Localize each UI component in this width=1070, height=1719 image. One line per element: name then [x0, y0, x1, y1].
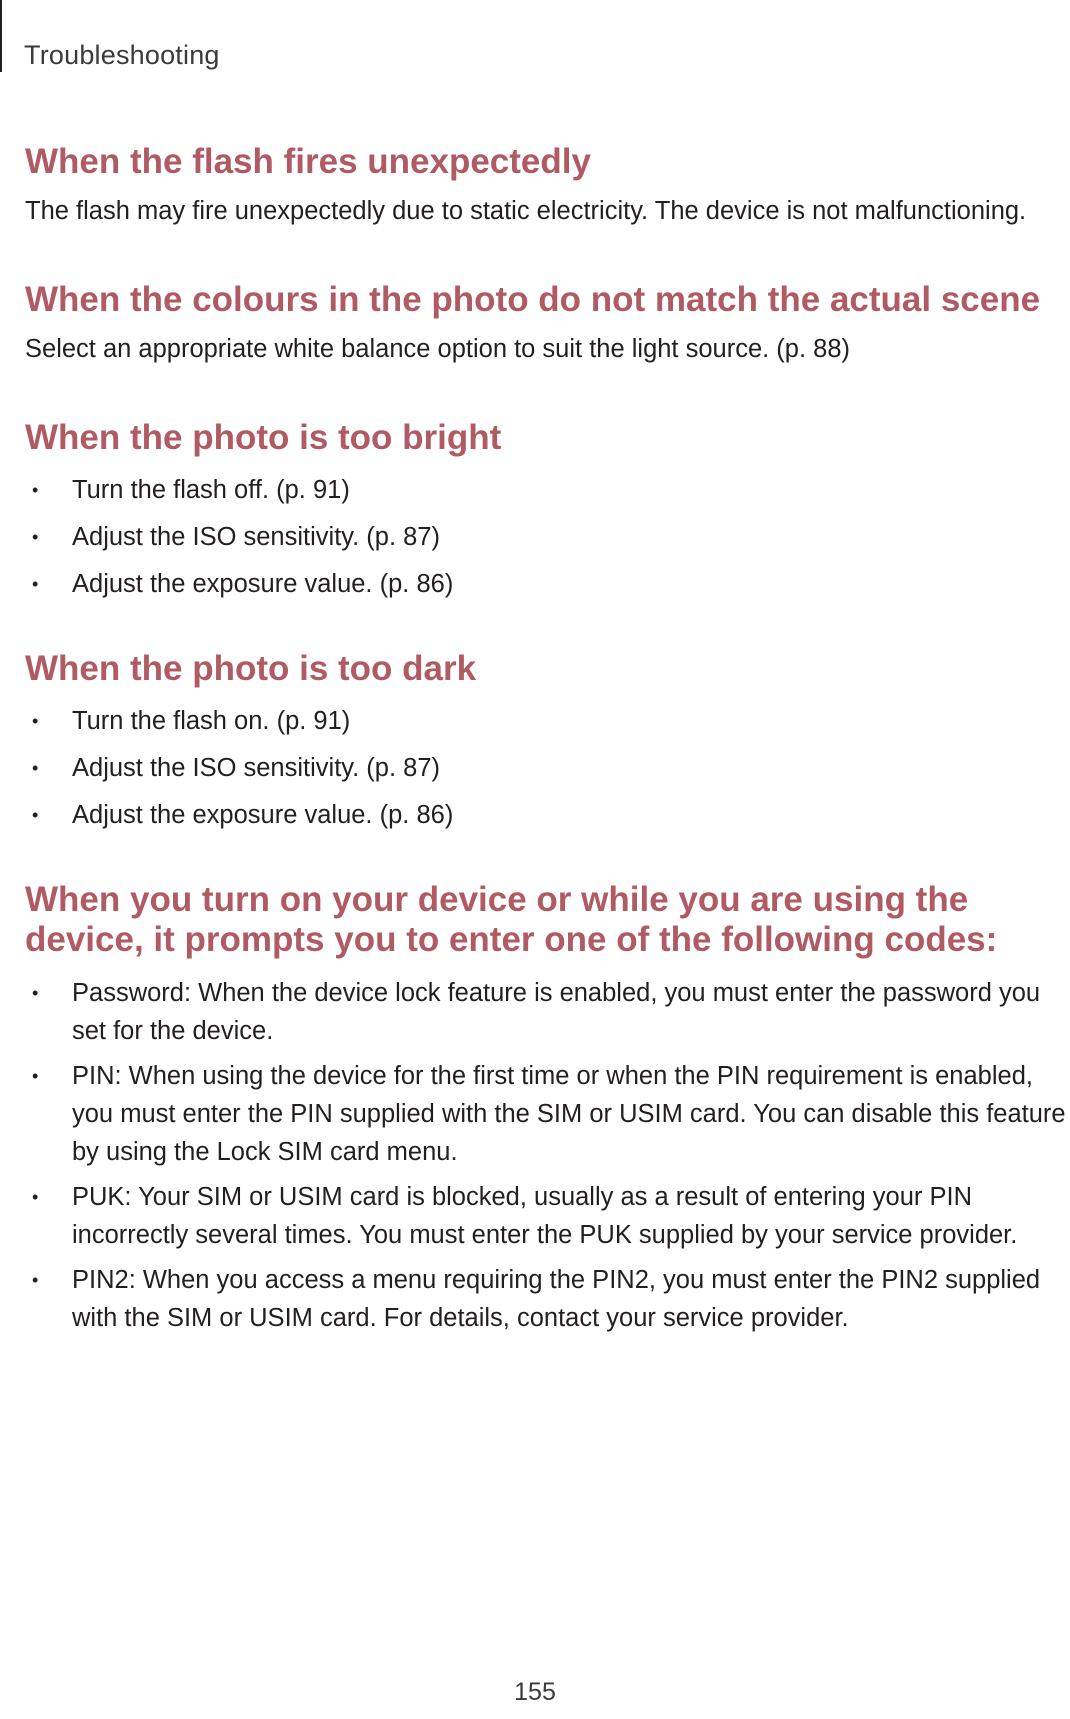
list-item — [25, 518, 1070, 556]
list-item-text: Adjust the exposure value. (p. 86) — [72, 801, 454, 829]
bullet-icon: • — [32, 758, 39, 778]
section-flash-fires — [25, 142, 1070, 230]
bullet-icon: • — [32, 527, 39, 547]
list-item — [25, 1178, 1070, 1254]
section-heading: When the photo is too bright — [25, 418, 502, 457]
section-heading: When the photo is too dark — [25, 649, 477, 688]
section-codes-prompt — [25, 880, 1070, 1337]
bullet-list — [25, 471, 1070, 603]
list-item — [25, 1261, 1070, 1337]
page-content — [25, 142, 1070, 1337]
section-photo-too-bright — [25, 418, 1070, 603]
section-heading: When the flash fires unexpectedly — [25, 142, 591, 181]
list-item — [25, 749, 1070, 787]
section-body: The flash may fire unexpectedly due to static electricity. The device is not malfunctioning. — [25, 197, 1027, 225]
bullet-list — [25, 974, 1070, 1337]
list-item-text: Adjust the ISO sensitivity. (p. 87) — [72, 754, 441, 782]
bullet-icon: • — [32, 711, 39, 731]
list-item — [25, 1057, 1070, 1171]
list-item-text: Turn the flash off. (p. 91) — [72, 476, 350, 504]
list-item-text: Password: When the device lock feature is enabled, you must enter the password you set for the device. — [72, 979, 1041, 1045]
section-colours-mismatch — [25, 280, 1070, 368]
section-body: Select an appropriate white balance option to suit the light source. (p. 88) — [25, 335, 851, 363]
running-header: Troubleshooting — [24, 40, 220, 70]
list-item — [25, 702, 1070, 740]
bullet-icon: • — [32, 1270, 39, 1290]
list-item — [25, 471, 1070, 509]
section-heading: When you turn on your device or while you are using the device, it prompts you to enter one of the following codes: — [25, 880, 998, 959]
bullet-icon: • — [32, 805, 39, 825]
bullet-icon: • — [32, 983, 39, 1003]
bullet-icon: • — [32, 480, 39, 500]
list-item — [25, 974, 1070, 1050]
list-item-text: PIN: When using the device for the first time or when the PIN requirement is enabled, you must enter the PIN supplied with the SIM or USIM card. You can disable this feature by using the Lock SIM card menu. — [72, 1062, 1066, 1166]
list-item-text: Adjust the ISO sensitivity. (p. 87) — [72, 523, 441, 551]
section-heading: When the colours in the photo do not match the actual scene — [25, 280, 1041, 319]
list-item-text: Adjust the exposure value. (p. 86) — [72, 570, 454, 598]
bullet-icon: • — [32, 1187, 39, 1207]
bullet-list — [25, 702, 1070, 834]
bullet-icon: • — [32, 574, 39, 594]
list-item-text: PIN2: When you access a menu requiring the PIN2, you must enter the PIN2 supplied with the SIM or USIM card. For details, contact your service provider. — [72, 1266, 1041, 1332]
page-number: 155 — [514, 1678, 556, 1706]
section-photo-too-dark — [25, 649, 1070, 834]
list-item — [25, 565, 1070, 603]
list-item — [25, 796, 1070, 834]
corner-rule — [0, 0, 2, 72]
list-item-text: Turn the flash on. (p. 91) — [72, 707, 351, 735]
list-item-text: PUK: Your SIM or USIM card is blocked, usually as a result of entering your PIN incorrectly several times. You must enter the PUK supplied by your service provider. — [72, 1183, 1018, 1249]
bullet-icon: • — [32, 1066, 39, 1086]
